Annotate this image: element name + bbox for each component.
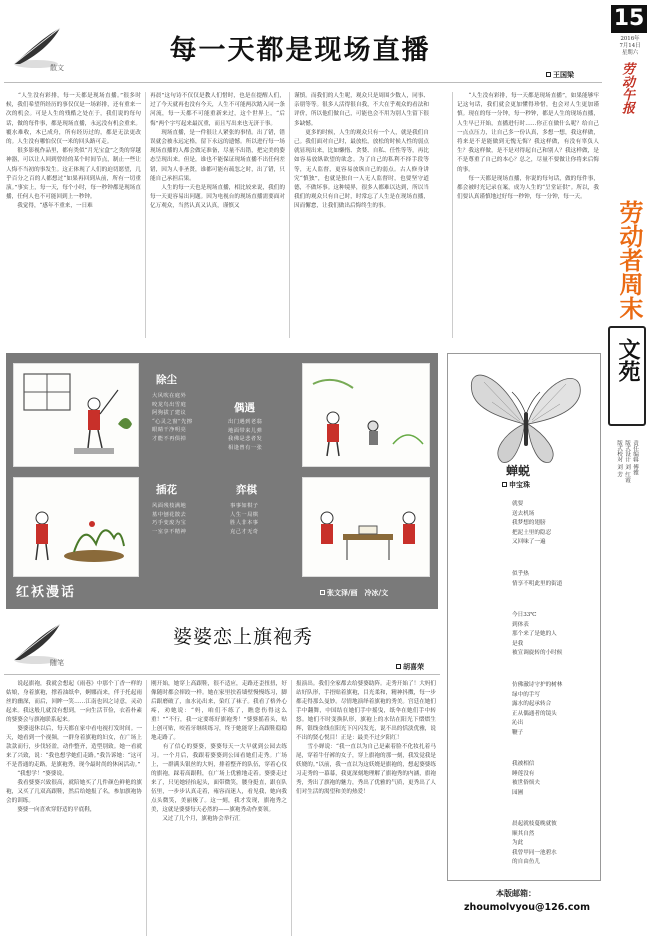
comic-illustration <box>302 477 430 577</box>
poem-line: 鞭子 <box>512 730 524 736</box>
comic-panel-title: 插花 <box>156 484 177 496</box>
comic-illustration <box>302 363 430 467</box>
editor-line: 版式校对 刘 芳 <box>616 440 622 478</box>
comic-panel-title: 除尘 <box>156 374 177 386</box>
brand-logo: 劳动午报 <box>619 62 634 114</box>
essay2-column: 刚开始，她穿上高跟鞋，很不适应，走路还歪扭扭，好像随时都会摔跤一样。她在家里扶着墙壁慢慢练习，脚后跟磨破了，血水沁出来，染红了袜子。我看了格外心疼，劝她说：“妈，咱们不练了，瞧您伤得这么重！”“不行，我一定要练好旗袍秀！”婆婆摇着头，贴上创可贴，咬着牙继续练习，终于她能穿上高跟鞋稳稳地走路了。 有了信心的婆婆，婆婆每天一大早就到公园去练习。一个月后，我跟着婆婆到公园看她们走秀。广场上，一群满头银丝的大妈，排着整齐的队伍，穿着心仪的旗袍，踩着高跟鞋，在广场上优雅地走着。婆婆走过来了，只见她轻抬起头，面带微笑，腰身挺直，跟在队伍里，一步步认真走着，雍容而迷人，看见我，她向我点头微笑，美丽极了。这一刻，我才发现，旗袍秀之美，这就是婆婆每天必然的——旗袍秀动作要领。 又过了几个月，旗袍协会举行汇 <box>151 681 287 822</box>
essay2-column: 报演出。我们全家都去给婆婆助阵。走秀开始了！大妈们站好队形，手捂贴着旗袍，目光柔和，精神抖擞，每一步都走得那么曼妙。尽情地演绎着旗袍的秀美。宫廷在她们手中翻舞，中国结在她们手中摇曳，纸伞在她们手中转悠。她们不时变换队形，旗袍上的水钻在阳光下熠熠生辉，银线金线在阳光下闪闪发光，说不出的恬淡优雅，说不出的贤心悦目！正是：最美不过夕阳红！ 雪小婵说：“我一直以为自己是素着脸不化妆扎着马尾，穿着牛仔裤的女子，穿上旗袍的那一刻，我发觉我是妖娆的。”以前，我一直以为这妖娆是旗袍的，想起婆婆练习走秀的一幕幕，我更深刻地理解了旗袍秀的内涵，旗袍秀，秀出了旗袍的魅力，秀出了优雅的气质，更秀出了人们对生活的渴望和美的热爱！ <box>296 681 436 795</box>
essay-tag: 散文 <box>50 64 64 72</box>
poem-line: 仿佛澈诗守护的树林 <box>512 682 563 688</box>
credit-square-icon <box>320 590 325 595</box>
poem-line: 为此 <box>512 840 524 847</box>
section-title: 劳动者周末 <box>615 200 643 320</box>
essay-column: 谨慎。而我们的人生呢，观众只是周围少数人，同事、亲朋等等。很多人活得很自我，不大在乎观众的看法和评价，所以他们做自己，可能也会不用为别人生留下很多缺憾。 更多的时候，人生的观众只有一个人，就是我们自己。我们面对自己时，最放松，放松的时候人性的弱点就显现出来，比如懒惰、贪婪、自私、任性等等，再比如容易放纵欲望的欲念。为了自己的私利不择手段等等，无人监督，更容易放纵自己的弱点。古人修身讲究“慎独”，也就是独自一人无人监督时，也要坚守道德，不做坏事。这种境界，很多人都难以达到，所以当我们的观众只有自己时，时常忘了人生是在现场直播，因而懈怠，让我们做出后悔终生的事。 <box>294 93 429 210</box>
poem-line: 正从偶通者的镜头 <box>512 710 557 717</box>
comic-illustration <box>13 363 139 467</box>
author-square-icon <box>396 664 401 669</box>
column-rule <box>452 92 453 338</box>
column-rule <box>145 92 146 338</box>
poem-line: 被宣调旋转的小时候 <box>512 650 563 657</box>
comic-panel-poem: 风面残枝满地 墓中刨花散去 巧手变废为宝 一室享不精神 <box>152 503 187 535</box>
date-weekday: 星期六 <box>621 50 639 56</box>
poem-line: 情享不明此里的街道 <box>512 580 563 587</box>
essay-title: 每一天都是现场直播 <box>169 35 431 66</box>
butterfly-illustration <box>462 362 592 472</box>
poem-line: 到体表 <box>512 621 529 628</box>
page-date <box>612 36 648 57</box>
poem-line: 露水的起承转合 <box>512 701 552 708</box>
date-day: 7月14日 <box>619 43 641 49</box>
essay-column: 再晨”这句诗不仅仅是教人们惜时，也是在提醒人们，过了今天就再也没有今天，人生不可能两次踏入同一条河流，每一天都不可能重新来过，这个世界上，“后悔”两个字写起来最沉重，而且写出来也无济于事。 现场直播，是一件很让人紧张的事情。出了错，错误就会被永远定格，留下永远的遗憾。所以进行每一场现场直播的人都会做足准备，尽量不出错，把完美的姿态呈现出来。但是，谁也不能保证现场直播不出任何差错，因为人非圣贤，谁都可能有疏忽之时，出了错，只能自己承担后果。 人生的每一天也是现场直播，相比较来说，我们的每一天更容易出问题。因为电视台的现场直播需要面对亿万观众，当然认真又认真，谨慎又 <box>150 93 285 210</box>
mailbox-label: 本版邮箱： <box>496 889 536 898</box>
editor-line: 责任编辑 傅雅 <box>632 440 638 476</box>
poem-line: 睡莲没有 <box>512 770 535 777</box>
essay-column: “人生没有彩排，每一天都是现场直播。”很多时候，我们希望所经历的事仅仅是一场彩排，还有重来一次的机会。可是人生的残酷之处在于，我们说的每句话，做的每件事，都是现场直播，永远没有机会重来。覆水难收，木已成舟，所有经历过的，都是无法更改的。人生没有哪怕仅仅一米的回头路可走。 很多影视作品里，都有类似“月光宝盒”之类的穿越神器，可以让人回到曾经的某个时间节点，制止一些让人悔不当初的事发生。这正体现了人们的迫切愿望，几乎百分之百的人都想过“如果再回到从前，所有一切重演。”事实上，每一天，每个小时，每一秒钟都是现场直播，任何人也不可能回到上一秒钟。 我觉得，“感年不重来，一日难 <box>6 93 141 210</box>
mailbox-email[interactable]: zhoumolvyou@126.com <box>464 902 590 913</box>
comic-panel-title: 弈棋 <box>236 484 257 496</box>
column-rule <box>291 680 292 936</box>
author-name: 申宝珠 <box>509 480 530 489</box>
essay2-tag: 随笔 <box>50 659 64 667</box>
poem-line: 顺其自然 <box>512 830 535 837</box>
column-rule <box>146 680 147 936</box>
column-rule <box>289 92 290 338</box>
poem-line: 似乎热 <box>512 571 529 577</box>
comic-title: 红袄漫话 <box>16 585 77 600</box>
section-name-box <box>608 326 646 426</box>
comic-panel-poem: 事事如棋子 人生一局棋 胜人非本事 克己才无奇 <box>230 503 259 535</box>
comic-panel-poem: 出门遇到老翁 地面带来儿弹 我佛是悲者发 相逢曾有一张 <box>228 419 263 451</box>
poem-line: 的自由鱼儿 <box>512 859 540 866</box>
poem-title: 蝉蜕 <box>506 464 531 478</box>
poem-line: 我梦想的翅膀 <box>512 520 546 527</box>
essay2-column: 说起旗袍，我就会想起《雨巷》中那个丁香一样的姑娘，身着旗袍，撑着油纸伞，婀娜而来，伴于托起雨丝的幽深，而后，回眸一笑……江南也因之诗意，灵动起来。我这般几就没有想到，一向生活节俭，衣着朴素的婆婆会与旗袍联系起来。 婆婆退休以后，每天都在家中看电视打发时间。一天，她看到一个视频，一群身着旗袍的妇女，在广场上款款而行，步伐轻盈，动作整齐，造型别致。她一看就来了兴致，说：“我也想学她们走路。”我告诉她：“这可不是普通的走路，是旗袍秀，现今最时尚的休闲活动。” “我想学！”婆婆说。 我看婆婆兴致很高，就陪她买了几件颜色鲜艳的旗袍，又买了几双高跟鞋，然后给她报了名，参加旗袍协会的训练。 婆婆一向喜欢穿舒适的平底鞋， <box>6 681 142 813</box>
comic-illustration <box>13 477 139 577</box>
divider <box>4 674 440 675</box>
poem-line: 园圃 <box>512 789 524 796</box>
poem-line: 今日33℃ <box>512 612 537 618</box>
editor-credits <box>615 440 639 483</box>
poem-line: 绿中的手写 <box>512 691 540 698</box>
section-name: 文苑 <box>615 338 640 382</box>
author-square-icon <box>546 72 551 77</box>
editor-line: 版式设计 刘 红霞 <box>624 440 630 483</box>
poem-line: 把泥土里的隐忍 <box>512 529 552 536</box>
poem-line: 我曾甲同一池碧水 <box>512 849 557 856</box>
comic-credit <box>320 588 388 598</box>
comic-panel-title: 偶遇 <box>234 402 255 414</box>
divider <box>4 82 602 83</box>
credit-text: 张文泽/画 冷冰/文 <box>327 588 389 597</box>
date-year: 2016年 <box>620 36 640 42</box>
essay-author <box>546 70 574 80</box>
poem-line: 是我 <box>512 640 524 647</box>
poem-line: 晨起就枝蔓晚就彼 <box>512 821 557 827</box>
poem-line: 就要 <box>512 501 524 507</box>
poem-line: 那个来了是她的人 <box>512 631 557 638</box>
poem-author <box>502 480 530 490</box>
poem-line: 沁出 <box>512 720 524 727</box>
author-square-icon <box>502 482 507 487</box>
poem-line: 被世俗烦夫 <box>512 780 540 787</box>
poem-line: 又回味了一遍 <box>512 539 546 546</box>
author-name: 胡喜荣 <box>403 662 424 671</box>
poem-line: 我被相信 <box>512 761 535 767</box>
author-name: 王国梁 <box>553 70 574 79</box>
comic-panel-poem: 大风吹在庭外 咬龙鸟出雪庭 阿狗拔了建议 “心灵之窗”先擦 眼睛干净明亮 才能不再俱掉 <box>152 393 193 442</box>
poem-line: 送去机场 <box>512 510 535 517</box>
page-number: 15 <box>611 5 647 33</box>
essay-column: “人生没有彩排，每一天都是现场直播”，如果能够牢记这句话，我们就会更加懂得珍惜，也会对人生更加谨慎。现在的每一分钟，每一秒钟，都是人生的现场直播，人生早已开始，直播进行时……你正在做什么呢？给自己一点点压力，让自己多一份认真，多想一想，我这样做，将来是不是能做到无愧无悔？我这样做，有没有辜负人生？我这样做，是不是对得起自己和别人？我这样做，是不是尊重了自己的本心？总之，尽量不要做让你将来后悔的事。 每一天都是现场直播，你说的每句话，做的每件事，都会被时光记录在案，成为人生的“呈堂证供”。所以，我们要认真谨慎地过好每一秒钟，每一分钟，每一天。 <box>457 93 599 201</box>
essay2-author <box>396 662 424 672</box>
essay2-title: 婆婆恋上旗袍秀 <box>172 626 313 648</box>
